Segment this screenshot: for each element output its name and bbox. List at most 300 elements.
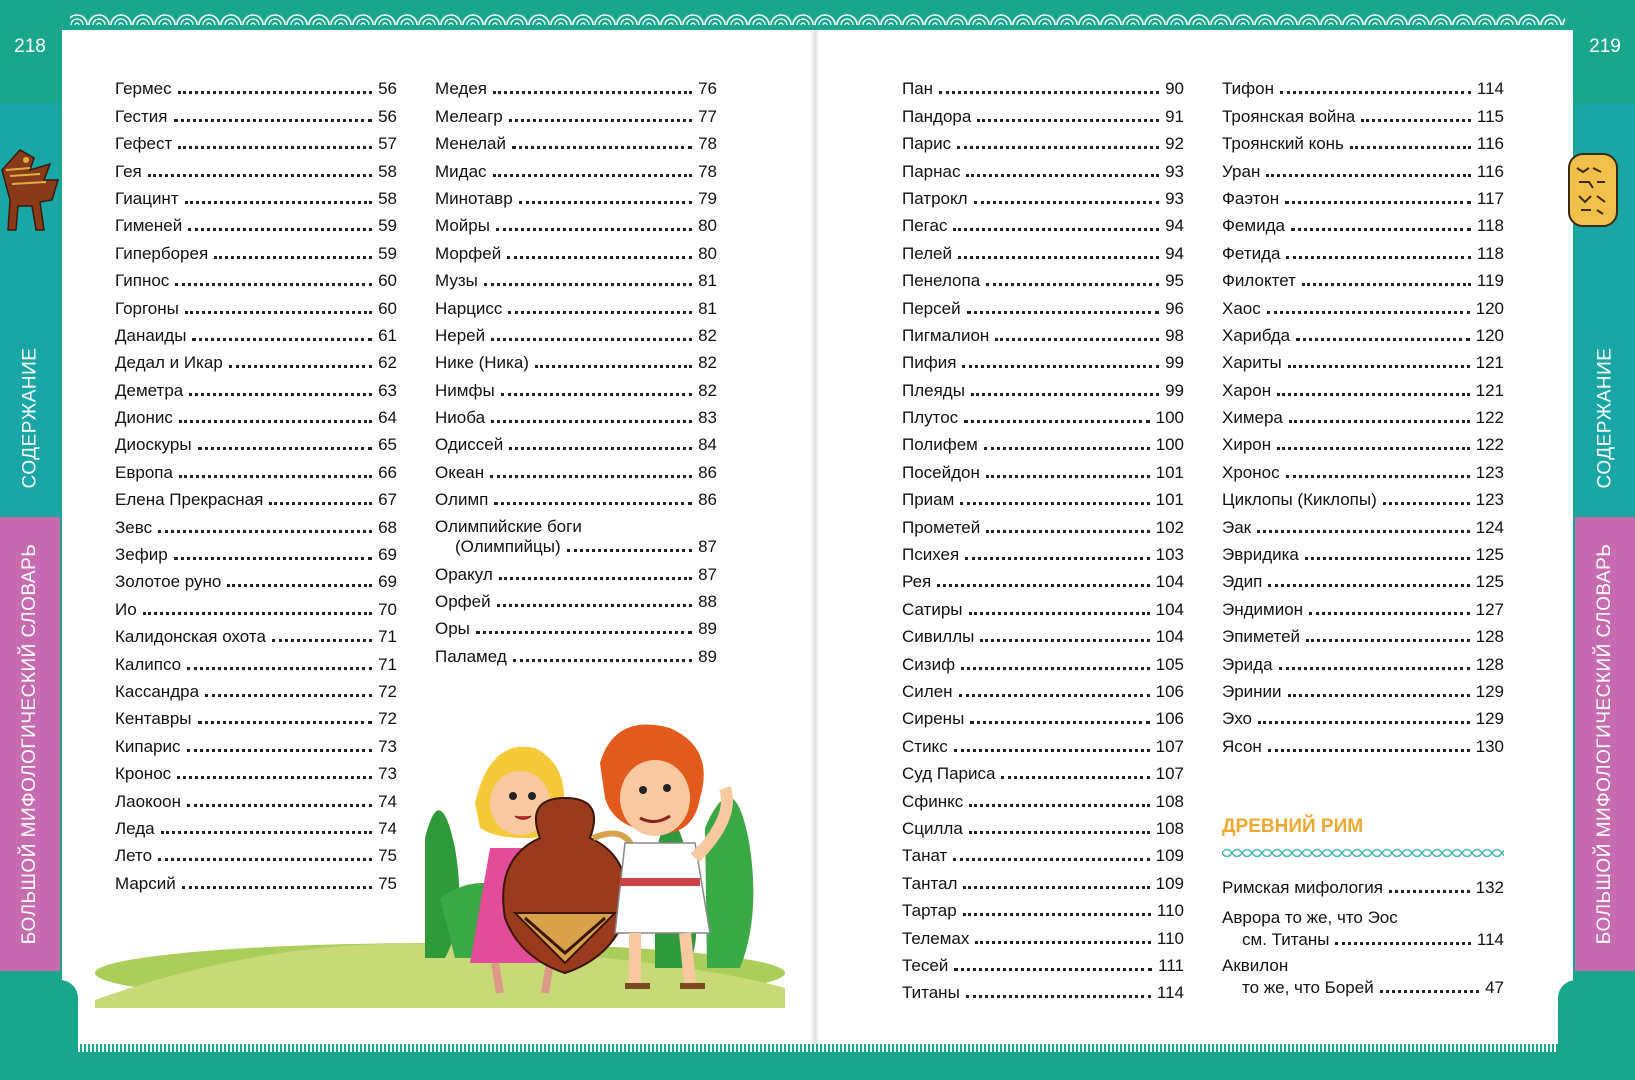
- entry-page: 84: [698, 435, 717, 455]
- entry-name: Менелай: [435, 134, 506, 154]
- dot-leader: [490, 474, 692, 478]
- index-entry[interactable]: [115, 72, 397, 99]
- index-entry[interactable]: [115, 510, 397, 537]
- index-entry[interactable]: [115, 99, 397, 126]
- dot-leader: [1296, 337, 1470, 341]
- entry-name: Тартар: [902, 901, 957, 921]
- entry-page: 90: [1165, 79, 1184, 99]
- index-column-2: [435, 72, 717, 667]
- index-entry[interactable]: [435, 401, 717, 428]
- children-with-amphora-illustration: [95, 718, 785, 1008]
- index-entry[interactable]: [1222, 264, 1504, 291]
- entry-name: Пегас: [902, 216, 948, 236]
- entry-page: 81: [698, 271, 717, 291]
- bottom-pattern: [78, 1044, 1558, 1052]
- index-entry[interactable]: [1222, 373, 1504, 400]
- entry-page: 81: [698, 298, 717, 318]
- dot-leader: [965, 556, 1149, 560]
- index-entry[interactable]: [902, 592, 1184, 619]
- index-entry[interactable]: [435, 319, 717, 346]
- entry-name: Эдип: [1222, 572, 1263, 592]
- entry-page: 74: [378, 818, 397, 838]
- dot-leader: [977, 118, 1159, 122]
- index-entry[interactable]: [435, 209, 717, 236]
- entry-name: Гиперборея: [115, 243, 209, 263]
- index-entry[interactable]: [435, 585, 717, 612]
- entry-page: 99: [1165, 353, 1184, 373]
- dot-leader: [185, 310, 372, 314]
- entry-name: Диоскуры: [115, 435, 192, 455]
- index-entry[interactable]: [902, 236, 1184, 263]
- dot-leader: [953, 857, 1149, 861]
- dot-leader: [980, 638, 1149, 642]
- index-entry[interactable]: [1222, 647, 1504, 674]
- entry-page: 77: [698, 106, 717, 126]
- index-entry[interactable]: [1222, 876, 1504, 898]
- entry-name: Одиссей: [435, 435, 504, 455]
- index-entry[interactable]: [115, 455, 397, 482]
- dot-leader: [958, 255, 1159, 259]
- entry-name: Эпиметей: [1222, 627, 1301, 647]
- entry-name: Фемида: [1222, 216, 1285, 236]
- entry-note: то же, что Борей: [1242, 978, 1374, 997]
- dot-leader: [1350, 145, 1471, 149]
- section-title-rome: ДРЕВНИЙ РИМ: [1222, 816, 1364, 837]
- entry-page: 128: [1475, 627, 1504, 647]
- index-entry[interactable]: [115, 483, 397, 510]
- entry-name: Леда: [115, 818, 155, 838]
- entry-page: 114: [1476, 930, 1504, 949]
- side-tab-book-label: БОЛЬШОЙ МИФОЛОГИЧЕСКИЙ СЛОВАРЬ: [1594, 543, 1616, 945]
- entry-name: Гипнос: [115, 271, 170, 291]
- index-entry[interactable]: [1222, 319, 1504, 346]
- entry-name: Гермес: [115, 79, 172, 99]
- index-entry[interactable]: [115, 264, 397, 291]
- dot-leader: [198, 446, 373, 450]
- index-entry[interactable]: [435, 154, 717, 181]
- entry-name: Калипсо: [115, 654, 182, 674]
- index-entry[interactable]: [115, 675, 397, 702]
- entry-name: Мойры: [435, 216, 490, 236]
- index-entry[interactable]: [1222, 620, 1504, 647]
- index-entry[interactable]: [1222, 702, 1504, 729]
- entry-page: 88: [698, 592, 717, 612]
- entry-name: Сцилла: [902, 818, 963, 838]
- index-entry[interactable]: [902, 401, 1184, 428]
- index-entry[interactable]: [435, 182, 717, 209]
- index-entry[interactable]: [1222, 154, 1504, 181]
- entry-name: Циклопы (Киклопы): [1222, 490, 1377, 510]
- entry-name: Суд Париса: [902, 764, 996, 784]
- index-entry[interactable]: [1222, 127, 1504, 154]
- index-entry[interactable]: [435, 99, 717, 126]
- index-entry[interactable]: [115, 538, 397, 565]
- entry-page: 110: [1156, 928, 1184, 948]
- dot-leader: [499, 576, 692, 580]
- index-entry[interactable]: [902, 538, 1184, 565]
- index-entry[interactable]: [902, 127, 1184, 154]
- entry-name: Плутос: [902, 408, 959, 428]
- index-entry[interactable]: [1222, 483, 1504, 510]
- entry-page: 114: [1156, 983, 1184, 1003]
- entry-name: Калидонская охота: [115, 627, 266, 647]
- entry-page: 130: [1475, 736, 1504, 756]
- dot-leader: [189, 392, 372, 396]
- index-entry[interactable]: [115, 592, 397, 619]
- dot-leader: [939, 90, 1159, 94]
- dot-leader: [272, 638, 372, 642]
- dot-leader: [1383, 501, 1470, 505]
- entry-page: 82: [698, 353, 717, 373]
- dot-leader: [964, 419, 1149, 423]
- entry-page: 101: [1155, 462, 1184, 482]
- index-entry[interactable]: [115, 182, 397, 209]
- index-entry[interactable]: [902, 729, 1184, 756]
- entry-page: 104: [1155, 627, 1184, 647]
- index-entry[interactable]: [435, 264, 717, 291]
- entry-page: 86: [698, 490, 717, 510]
- book-gutter: [810, 30, 820, 1052]
- dot-leader: [959, 693, 1150, 697]
- entry-name: Харон: [1222, 380, 1272, 400]
- entry-name: Ниоба: [435, 408, 486, 428]
- entry-name: Фетида: [1222, 243, 1281, 263]
- entry-name: Пандора: [902, 106, 972, 126]
- dot-leader: [1361, 118, 1471, 122]
- dot-leader: [1285, 200, 1471, 204]
- entry-name: Уран: [1222, 161, 1261, 181]
- dot-leader: [179, 474, 372, 478]
- index-entry[interactable]: [902, 373, 1184, 400]
- entry-name: Олимпийские боги: [435, 517, 582, 537]
- dot-leader: [174, 118, 373, 122]
- index-entry[interactable]: [902, 565, 1184, 592]
- index-entry[interactable]: [115, 428, 397, 455]
- index-entry[interactable]: [902, 894, 1184, 921]
- rome-entries: [1222, 876, 1504, 998]
- entry-name: Приам: [902, 490, 955, 510]
- dot-leader: [192, 337, 372, 341]
- entry-page: 93: [1165, 161, 1184, 181]
- index-entry[interactable]: [1222, 565, 1504, 592]
- entry-name: Лето: [115, 846, 153, 866]
- entry-note: см. Титаны: [1242, 930, 1330, 949]
- index-entry[interactable]: [1222, 510, 1504, 537]
- index-entry[interactable]: [902, 483, 1184, 510]
- index-entry[interactable]: [902, 182, 1184, 209]
- index-entry[interactable]: [902, 72, 1184, 99]
- index-entry[interactable]: [115, 154, 397, 181]
- index-column-3: [902, 72, 1184, 1003]
- dot-leader: [971, 392, 1159, 396]
- index-entry[interactable]: [115, 647, 397, 674]
- index-entry[interactable]: [435, 483, 717, 510]
- index-entry[interactable]: [1222, 72, 1504, 99]
- side-tab-book-label: БОЛЬШОЙ МИФОЛОГИЧЕСКИЙ СЛОВАРЬ: [19, 543, 41, 945]
- index-entry[interactable]: [902, 291, 1184, 318]
- dot-leader: [986, 474, 1150, 478]
- index-entry[interactable]: [902, 784, 1184, 811]
- entry-name: Филоктет: [1222, 271, 1296, 291]
- entry-page: 71: [378, 654, 397, 674]
- entry-page: 82: [698, 325, 717, 345]
- index-entry[interactable]: [115, 373, 397, 400]
- dot-leader: [1291, 227, 1471, 231]
- entry-name: Пигмалион: [902, 325, 990, 345]
- dot-leader: [501, 392, 692, 396]
- entry-name: Сфинкс: [902, 791, 964, 811]
- index-entry[interactable]: [902, 866, 1184, 893]
- dot-leader: [476, 630, 692, 634]
- index-entry[interactable]: [1222, 236, 1504, 263]
- entry-page: 109: [1155, 873, 1184, 893]
- index-entry[interactable]: [1222, 291, 1504, 318]
- dot-leader: [1288, 364, 1470, 368]
- dot-leader: [143, 611, 372, 615]
- index-entry[interactable]: [435, 557, 717, 584]
- index-entry[interactable]: [1222, 675, 1504, 702]
- entry-name: Парис: [902, 134, 952, 154]
- entry-page: 116: [1476, 161, 1504, 181]
- entry-name: Химера: [1222, 408, 1283, 428]
- entry-page: 68: [378, 517, 397, 537]
- dot-leader: [954, 748, 1150, 752]
- index-entry[interactable]: [902, 976, 1184, 1003]
- side-tab-book-left: [0, 517, 60, 971]
- entry-page: 129: [1475, 709, 1504, 729]
- index-entry[interactable]: [1222, 401, 1504, 428]
- dot-leader: [508, 310, 692, 314]
- index-entry[interactable]: [902, 949, 1184, 976]
- entry-name: Нерей: [435, 325, 486, 345]
- entry-page: 107: [1155, 764, 1184, 784]
- index-entry[interactable]: [902, 839, 1184, 866]
- entry-name: Кассандра: [115, 681, 200, 701]
- dot-leader: [961, 666, 1150, 670]
- entry-page: 57: [378, 134, 397, 154]
- index-entry[interactable]: [1222, 538, 1504, 565]
- entry-page: 89: [698, 619, 717, 639]
- entry-page: 114: [1476, 79, 1504, 99]
- entry-page: 56: [378, 106, 397, 126]
- dot-leader: [1277, 446, 1469, 450]
- index-entry[interactable]: [115, 319, 397, 346]
- index-entry[interactable]: [1222, 182, 1504, 209]
- dot-leader: [205, 693, 372, 697]
- entry-name: Тантал: [902, 873, 958, 893]
- dot-leader: [188, 227, 372, 231]
- dot-leader: [1280, 90, 1471, 94]
- entry-name: Орфей: [435, 592, 491, 612]
- index-entry[interactable]: [1222, 428, 1504, 455]
- index-entry[interactable]: [902, 346, 1184, 373]
- entry-page: 125: [1475, 572, 1504, 592]
- entry-name: Сивиллы: [902, 627, 975, 647]
- side-tab-section-label: СОДЕРЖАНИЕ: [1594, 347, 1615, 489]
- index-entry[interactable]: [1222, 346, 1504, 373]
- dot-leader: [963, 912, 1151, 916]
- entry-page: 100: [1155, 408, 1184, 428]
- index-entry[interactable]: [902, 675, 1184, 702]
- entry-name: Мелеагр: [435, 106, 503, 126]
- entry-name: Кронос: [115, 764, 172, 784]
- index-entry[interactable]: [902, 921, 1184, 948]
- index-entry[interactable]: [902, 702, 1184, 729]
- index-entry[interactable]: [115, 236, 397, 263]
- index-entry[interactable]: [435, 455, 717, 482]
- index-entry[interactable]: [902, 620, 1184, 647]
- index-entry[interactable]: [1222, 906, 1504, 950]
- entry-name: Аквилон: [1222, 956, 1289, 975]
- index-entry[interactable]: [902, 154, 1184, 181]
- entry-page: 60: [378, 298, 397, 318]
- entry-name: Пан: [902, 79, 934, 99]
- entry-name: Сатиры: [902, 599, 963, 619]
- entry-page: 58: [378, 161, 397, 181]
- index-entry[interactable]: [115, 401, 397, 428]
- dot-leader: [974, 200, 1160, 204]
- index-entry[interactable]: [115, 209, 397, 236]
- entry-name: Сизиф: [902, 654, 956, 674]
- entry-name: Пелей: [902, 243, 952, 263]
- entry-name: Оры: [435, 619, 470, 639]
- entry-name: Танат: [902, 846, 948, 866]
- dot-leader: [497, 603, 692, 607]
- dot-leader: [179, 419, 372, 423]
- index-entry[interactable]: [435, 127, 717, 154]
- index-entry[interactable]: [902, 99, 1184, 126]
- entry-page: 103: [1155, 545, 1184, 565]
- index-entry[interactable]: [902, 812, 1184, 839]
- dot-leader: [967, 310, 1159, 314]
- index-entry[interactable]: [902, 264, 1184, 291]
- entry-page: 99: [1165, 380, 1184, 400]
- index-entry[interactable]: [435, 428, 717, 455]
- index-entry[interactable]: [1222, 729, 1504, 756]
- entry-name: Хронос: [1222, 462, 1280, 482]
- index-entry[interactable]: [115, 127, 397, 154]
- dot-leader: [969, 830, 1150, 834]
- dot-leader: [269, 501, 372, 505]
- index-entry[interactable]: [902, 647, 1184, 674]
- entry-name: Тифон: [1222, 79, 1274, 99]
- dot-leader: [1302, 282, 1471, 286]
- entry-name: Рея: [902, 572, 932, 592]
- dot-leader: [1286, 474, 1470, 478]
- dot-leader: [1279, 666, 1470, 670]
- entry-page: 79: [698, 188, 717, 208]
- entry-name: Горгоны: [115, 298, 179, 318]
- entry-page: 59: [378, 243, 397, 263]
- entry-name: Гименей: [115, 216, 183, 236]
- index-entry[interactable]: [902, 757, 1184, 784]
- dot-leader: [986, 529, 1149, 533]
- dot-leader: [954, 967, 1152, 971]
- dot-leader: [1268, 748, 1470, 752]
- entry-name: Персей: [902, 298, 961, 318]
- index-entry[interactable]: [435, 373, 717, 400]
- entry-name: Харибда: [1222, 325, 1291, 345]
- index-entry[interactable]: [435, 612, 717, 639]
- index-entry[interactable]: [1222, 954, 1504, 998]
- index-entry[interactable]: [902, 209, 1184, 236]
- entry-page: 117: [1476, 188, 1504, 208]
- clay-tablet-icon: [1565, 150, 1621, 230]
- entry-page: 107: [1155, 736, 1184, 756]
- entry-page: 116: [1476, 134, 1504, 154]
- dot-leader: [509, 118, 692, 122]
- entry-name: Полифем: [902, 435, 978, 455]
- entry-page: 93: [1165, 188, 1184, 208]
- index-entry[interactable]: [1222, 209, 1504, 236]
- index-entry[interactable]: [902, 455, 1184, 482]
- index-entry[interactable]: [435, 346, 717, 373]
- entry-name: Троянская война: [1222, 106, 1356, 126]
- entry-page: 86: [698, 462, 717, 482]
- entry-page: 72: [378, 709, 397, 729]
- entry-page: 80: [698, 243, 717, 263]
- dot-leader: [969, 611, 1150, 615]
- index-entry[interactable]: [435, 236, 717, 263]
- index-entry[interactable]: [115, 565, 397, 592]
- index-entry[interactable]: [115, 346, 397, 373]
- dot-leader: [1258, 720, 1470, 724]
- dot-leader: [962, 364, 1159, 368]
- dot-leader: [493, 90, 692, 94]
- index-entry[interactable]: [1222, 99, 1504, 126]
- index-entry[interactable]: [1222, 455, 1504, 482]
- index-entry[interactable]: [435, 639, 717, 666]
- index-entry[interactable]: [115, 291, 397, 318]
- page-number-right: 219: [1589, 36, 1621, 57]
- dot-leader: [1289, 419, 1470, 423]
- scallop-ornament: [0, 6, 1635, 26]
- index-entry[interactable]: [902, 510, 1184, 537]
- entry-name: Океан: [435, 462, 485, 482]
- index-entry[interactable]: [115, 620, 397, 647]
- index-entry[interactable]: [902, 319, 1184, 346]
- dot-leader: [970, 720, 1149, 724]
- entry-name: Эндимион: [1222, 599, 1304, 619]
- index-entry[interactable]: [435, 510, 717, 557]
- dot-leader: [484, 282, 692, 286]
- index-entry[interactable]: [902, 428, 1184, 455]
- entry-page: 73: [378, 736, 397, 756]
- entry-name: Олимп: [435, 490, 489, 510]
- index-entry[interactable]: [435, 72, 717, 99]
- index-entry[interactable]: [435, 291, 717, 318]
- entry-name: Гея: [115, 161, 142, 181]
- entry-page: 123: [1475, 490, 1504, 510]
- entry-page: 78: [698, 134, 717, 154]
- dot-leader: [491, 419, 692, 423]
- entry-name: Эринии: [1222, 681, 1282, 701]
- entry-name: Ясон: [1222, 736, 1262, 756]
- dot-leader: [995, 337, 1159, 341]
- entry-page: 62: [378, 353, 397, 373]
- entry-name: Гефест: [115, 134, 173, 154]
- entry-page: 87: [698, 564, 717, 584]
- dot-leader: [960, 501, 1149, 505]
- index-column-4: [1222, 72, 1504, 757]
- entry-page: 110: [1156, 901, 1184, 921]
- entry-page: 92: [1165, 134, 1184, 154]
- index-entry[interactable]: [1222, 592, 1504, 619]
- entry-page: 106: [1155, 681, 1184, 701]
- dot-leader: [507, 255, 692, 259]
- entry-page: 78: [698, 161, 717, 181]
- dot-leader: [1266, 173, 1471, 177]
